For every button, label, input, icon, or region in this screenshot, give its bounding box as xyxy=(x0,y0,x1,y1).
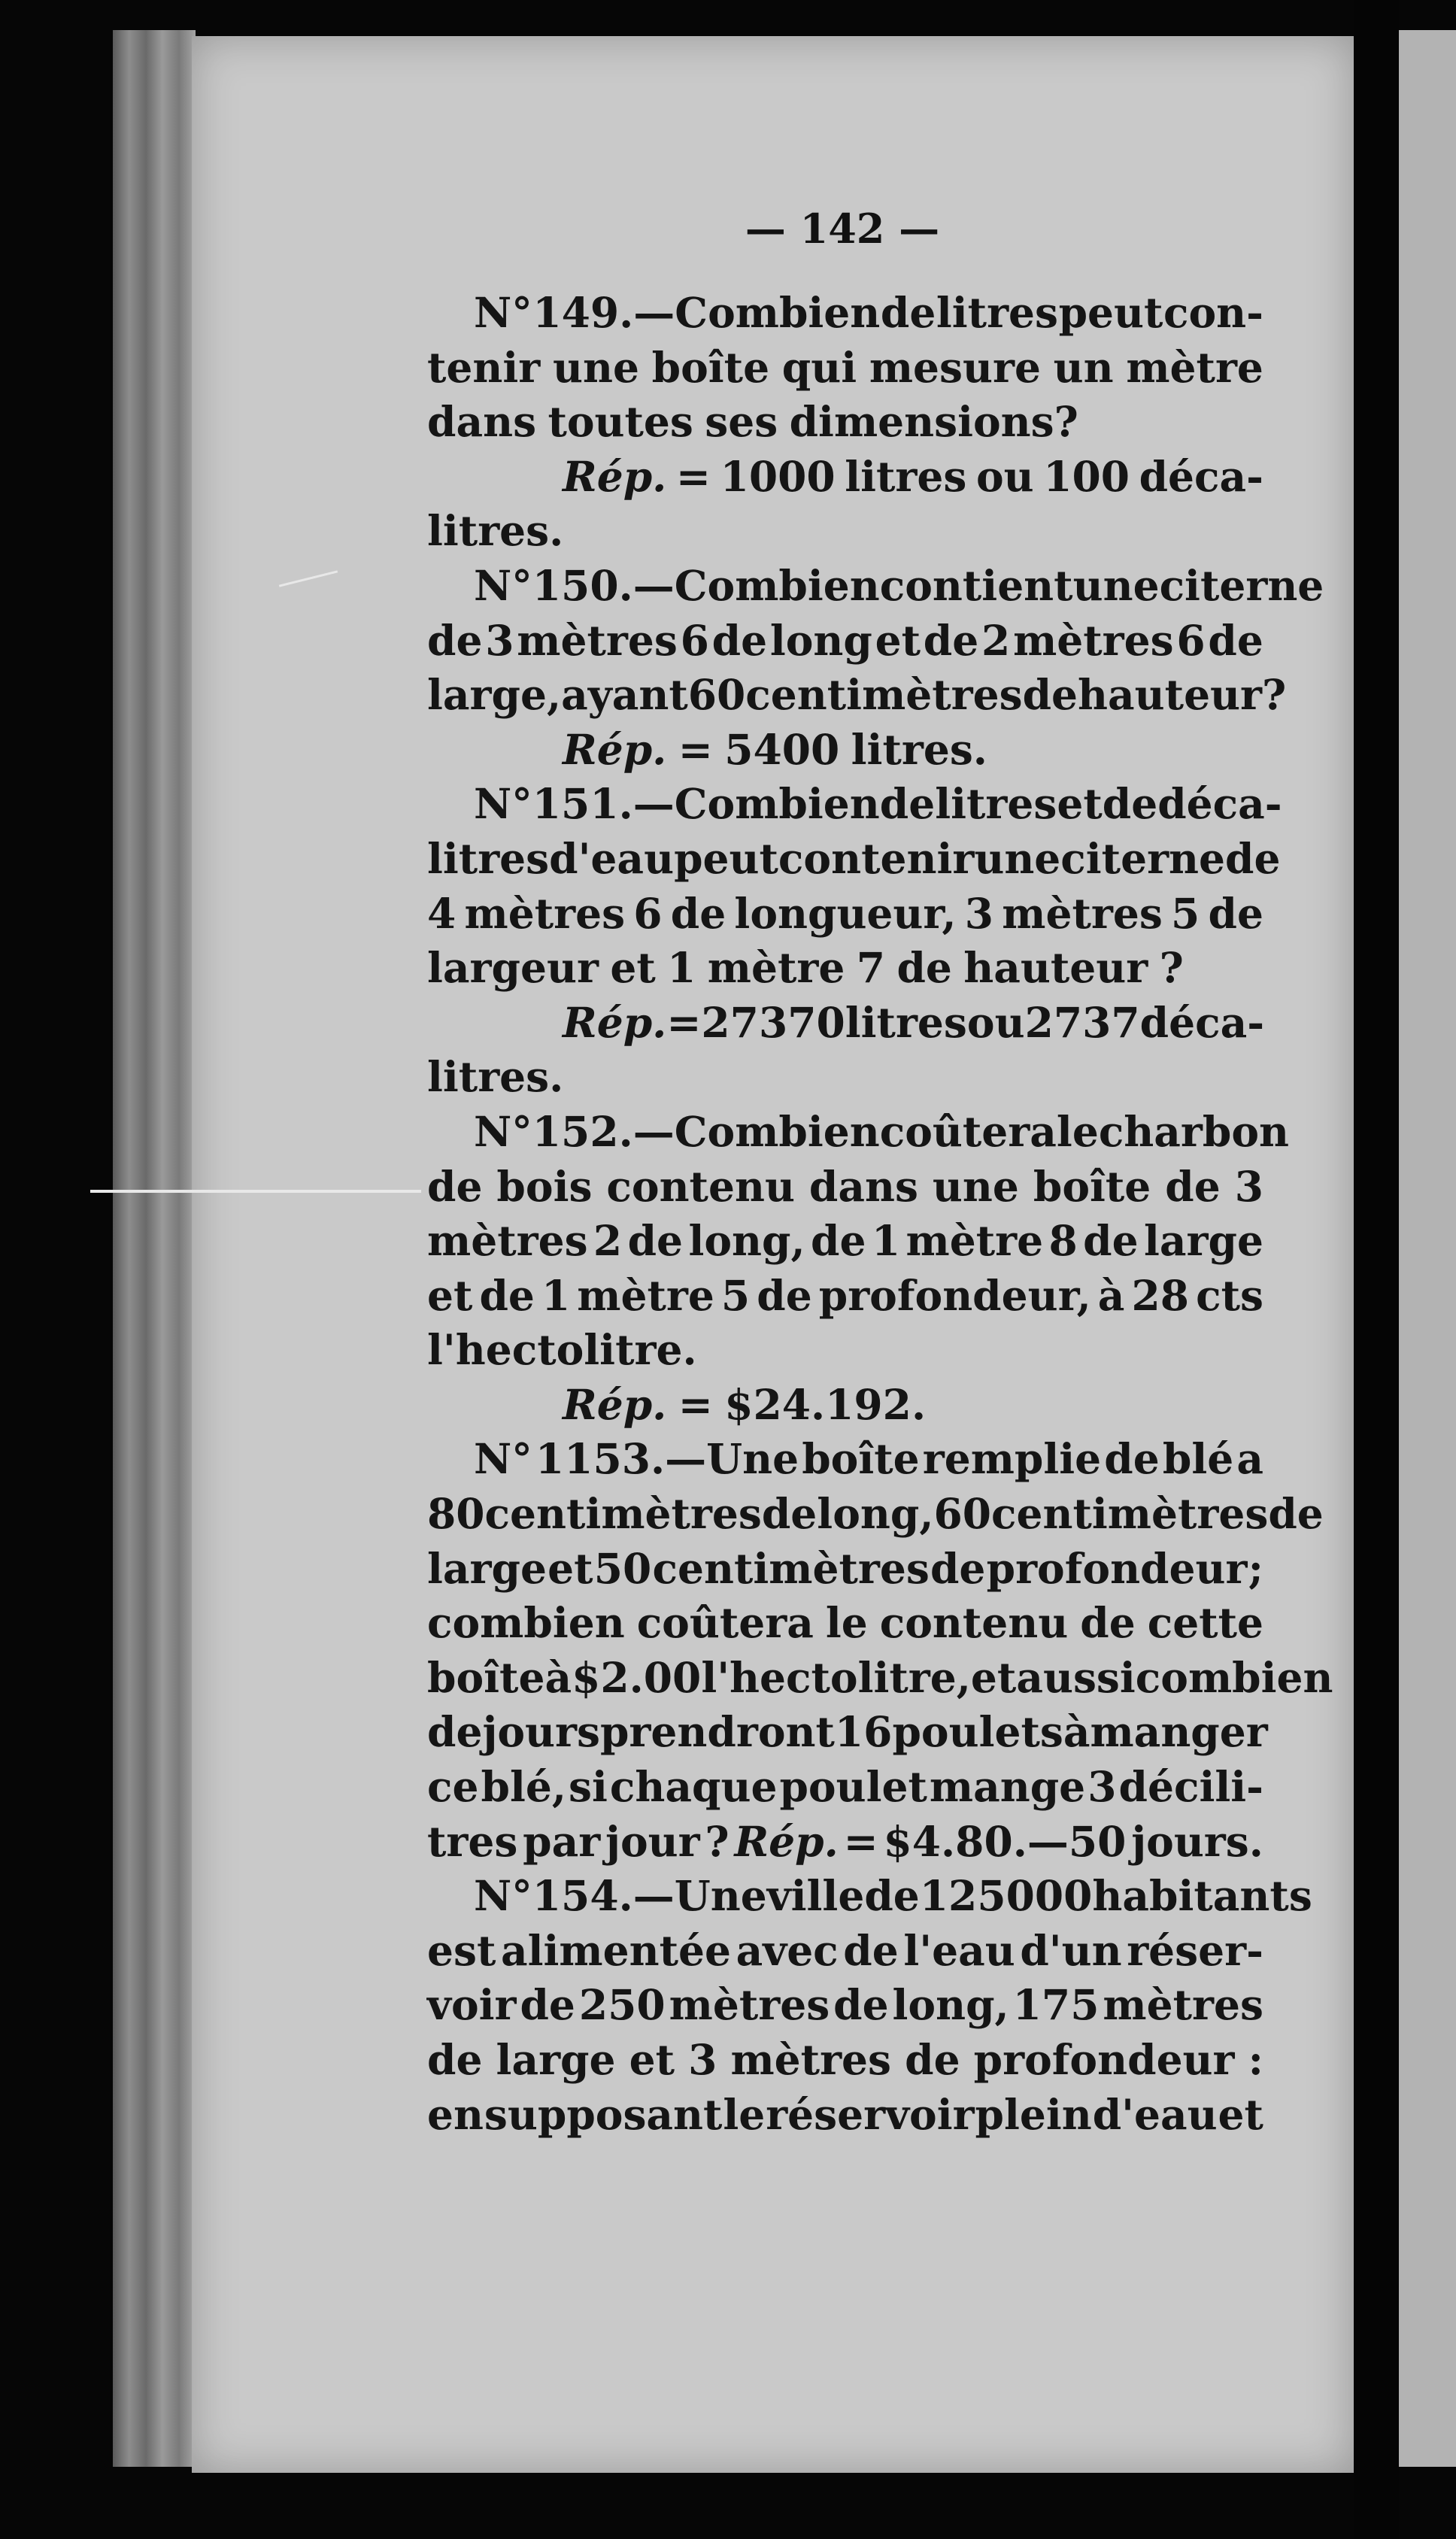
text-line: boîte à $2.00 l'hectolitre, et aussi combien xyxy=(427,1652,1333,1702)
text-line: voir de 250 mètres de long, 175 mètres xyxy=(427,1980,1263,2030)
text-line: Rép. = 5400 litres. xyxy=(563,724,987,774)
text-line: l'hectolitre. xyxy=(427,1325,697,1375)
text-line: de 3 mètres 6 de long et de 2 mètres 6 de xyxy=(427,615,1263,665)
text-line: combien coûtera le contenu de cette xyxy=(427,1598,1263,1648)
gutter-shadow xyxy=(1354,0,1399,2539)
adjacent-page-edge xyxy=(1399,30,1456,2467)
text-line: de bois contenu dans une boîte de 3 xyxy=(427,1161,1263,1211)
page-body-text xyxy=(427,286,1333,2142)
text-line: N° 150.—Combien contient une citerne xyxy=(474,560,1324,610)
text-line: dans toutes ses dimensions? xyxy=(427,397,1078,447)
text-line: N° 154.—Une ville de 125000 habitants xyxy=(474,1871,1312,1921)
text-line: large, ayant 60 centimètres de hauteur ? xyxy=(427,670,1287,720)
text-line: N° 149.—Combien de litres peut con- xyxy=(474,288,1263,337)
text-line: litres. xyxy=(427,506,564,556)
text-line: Rép. = $24.192. xyxy=(563,1379,927,1429)
film-scratch xyxy=(90,1190,421,1193)
text-line: tenir une boîte qui mesure un mètre xyxy=(427,342,1263,392)
text-line: N° 151.—Combien de litres et de déca- xyxy=(474,779,1282,829)
text-line: Rép. = 27370 litres ou 2737 déca- xyxy=(563,997,1265,1047)
text-line: en supposant le réservoir plein d'eau et xyxy=(427,2089,1263,2139)
text-line: 4 mètres 6 de longueur, 3 mètres 5 de xyxy=(427,888,1263,938)
page-number: — 142 — xyxy=(745,205,940,253)
page-stack-edge xyxy=(113,30,196,2467)
text-line: litres. xyxy=(427,1052,564,1102)
text-line: ce blé, si chaque poulet mange 3 décili- xyxy=(427,1762,1263,1812)
text-line: litres d'eau peut contenir une citerne de xyxy=(427,833,1281,883)
text-line: N° 152.—Combien coûtera le charbon xyxy=(474,1106,1290,1156)
text-line: mètres 2 de long, de 1 mètre 8 de large xyxy=(427,1216,1263,1266)
text-line: est alimentée avec de l'eau d'un réser- xyxy=(427,1925,1263,1975)
text-line: de large et 3 mètres de profondeur : xyxy=(427,2035,1263,2084)
text-line: large et 50 centimètres de profondeur ; xyxy=(427,1543,1263,1593)
text-line: et de 1 mètre 5 de profondeur, à 28 cts xyxy=(427,1270,1263,1320)
text-line: 80 centimètres de long, 60 centimètres de xyxy=(427,1489,1324,1539)
text-line: tres par jour ? Rép. = $4.80.—50 jours. xyxy=(427,1816,1263,1866)
text-line: Rép. = 1000 litres ou 100 déca- xyxy=(563,451,1263,501)
text-line: largeur et 1 mètre 7 de hauteur ? xyxy=(427,943,1184,993)
text-line: de jours prendront 16 poulets à manger xyxy=(427,1707,1268,1757)
text-line: N° 1153.—Une boîte remplie de blé a xyxy=(474,1434,1263,1484)
